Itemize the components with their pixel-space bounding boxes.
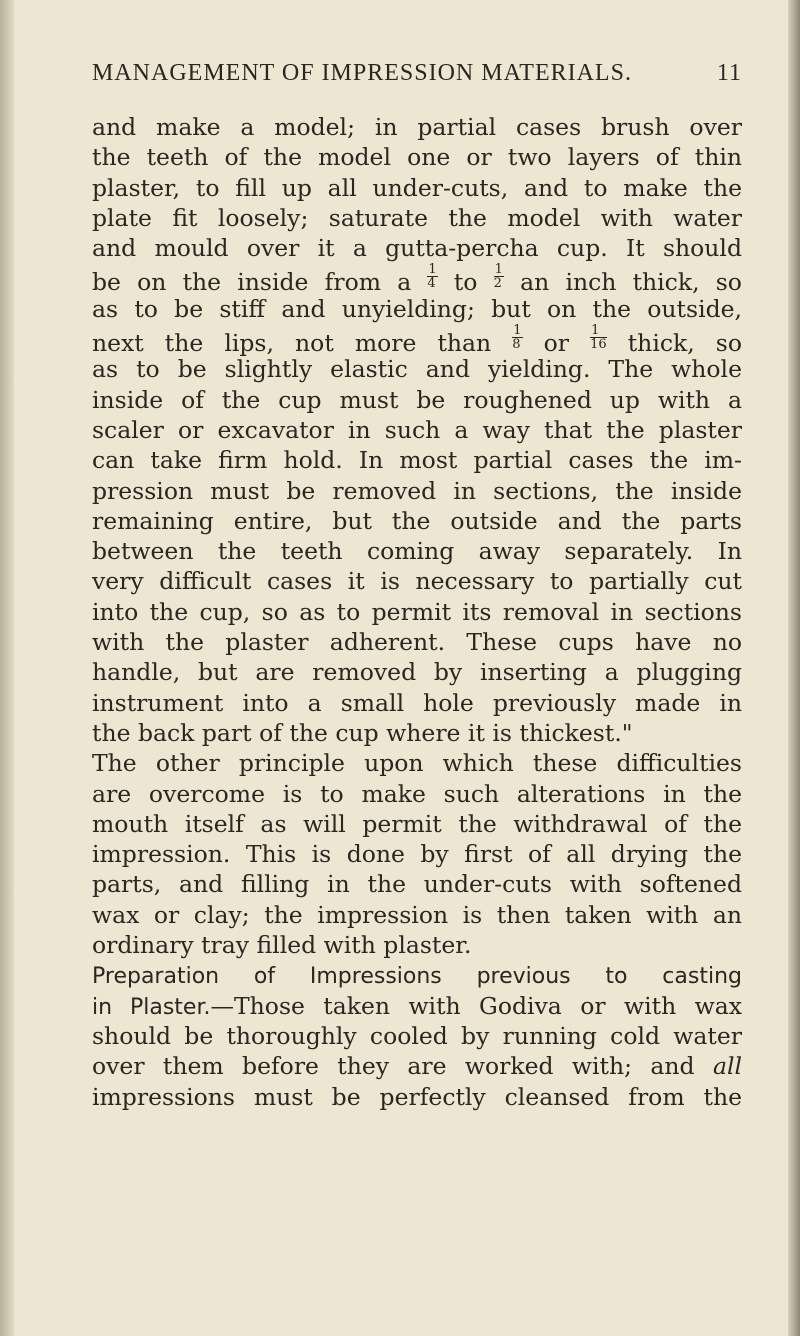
text-line: and make a model; in partial cases brush over <box>92 113 742 141</box>
text-fragment: an inch thick, so <box>520 268 742 297</box>
fraction-numerator: 1 <box>494 262 503 278</box>
text-line: as to be slightly elastic and yielding. The whole <box>92 355 742 384</box>
text-line: pression must be removed in sections, the inside <box>92 476 742 505</box>
text-line: as to be stiff and unyielding; but on the outside, <box>92 294 742 323</box>
text-line: the back part of the cup where it is thickest." <box>92 718 633 747</box>
page-number: 11 <box>716 60 742 86</box>
page-edge-right <box>788 0 800 1336</box>
section-heading-line <box>92 960 742 990</box>
running-title: MANAGEMENT OF IMPRESSION MATERIALS. <box>92 60 632 86</box>
text-line: impressions must be perfectly cleansed from the <box>92 1082 742 1111</box>
fraction-denominator: 4 <box>427 276 436 292</box>
text-line: wax or clay; the impression is then taken with an <box>92 900 742 929</box>
text-line: impression. This is done by first of all drying the <box>92 840 742 869</box>
fraction-denominator: 8 <box>512 337 521 353</box>
text-line: and mould over it a gutta-percha cup. It should <box>92 234 742 263</box>
fraction-denominator: 16 <box>590 337 607 353</box>
text-line-with-fractions <box>92 323 742 358</box>
fraction-numerator: 1 <box>590 324 607 338</box>
text-fragment: or <box>543 329 570 358</box>
text-fragment: next the lips, not more than <box>92 329 492 358</box>
fraction-denominator: 2 <box>493 276 502 292</box>
text-line: scaler or excavator in such a way that the plaster <box>92 415 742 444</box>
fraction <box>427 263 437 290</box>
text-line: are overcome is to make such alterations in the <box>92 779 742 808</box>
text-line-with-fractions <box>92 262 742 297</box>
text-line: handle, but are removed by inserting a plugging <box>92 658 742 687</box>
text-fragment: to <box>453 268 478 297</box>
text-line: inside of the cup must be roughened up with a <box>92 385 742 414</box>
text-line: instrument into a small hole previously made in <box>92 688 742 717</box>
text-fragment: over them before they are worked with; and <box>92 1052 695 1081</box>
running-head <box>92 60 742 94</box>
text-line: plaster, to fill up all under-cuts, and to make the <box>92 173 742 202</box>
text-line: into the cup, so as to permit its removal in sections <box>92 597 742 626</box>
text-fragment: thick, so <box>627 329 742 358</box>
fraction <box>590 324 607 351</box>
page-edge-left <box>0 0 14 1336</box>
text-line: can take firm hold. In most partial cases the im- <box>92 446 742 475</box>
emphasis: all <box>712 1052 742 1081</box>
text-line: plate fit loosely; saturate the model with water <box>92 203 742 232</box>
text-line <box>92 1051 742 1081</box>
text-line <box>92 991 742 1021</box>
text-line: with the plaster adherent. These cups have no <box>92 628 742 657</box>
fraction <box>494 263 504 290</box>
section-heading: in Plaster. <box>92 994 211 1020</box>
fraction <box>512 324 522 351</box>
fraction-numerator: 1 <box>513 323 522 339</box>
text-line: very difficult cases it is necessary to partially cut <box>92 567 742 596</box>
text-line: should be thoroughly cooled by running cold water <box>92 1021 742 1050</box>
text-line: The other principle upon which these difficulties <box>92 749 742 778</box>
text-fragment: —Those taken with Godiva or with wax <box>210 991 742 1020</box>
text-fragment: be on the inside from a <box>92 268 412 297</box>
fraction-numerator: 1 <box>428 262 437 278</box>
text-line: the teeth of the model one or two layers of thin <box>92 143 742 172</box>
text-line: mouth itself as will permit the withdrawal of the <box>92 809 742 838</box>
text-line: ordinary tray filled with plaster. <box>92 931 472 960</box>
text-line: parts, and filling in the under-cuts with softened <box>92 870 742 899</box>
body-text <box>92 112 742 1112</box>
text-line: between the teeth coming away separately. In <box>92 537 742 566</box>
text-line: remaining entire, but the outside and the parts <box>92 506 742 535</box>
section-heading: Preparation of Impressions previous to casting <box>92 964 742 990</box>
